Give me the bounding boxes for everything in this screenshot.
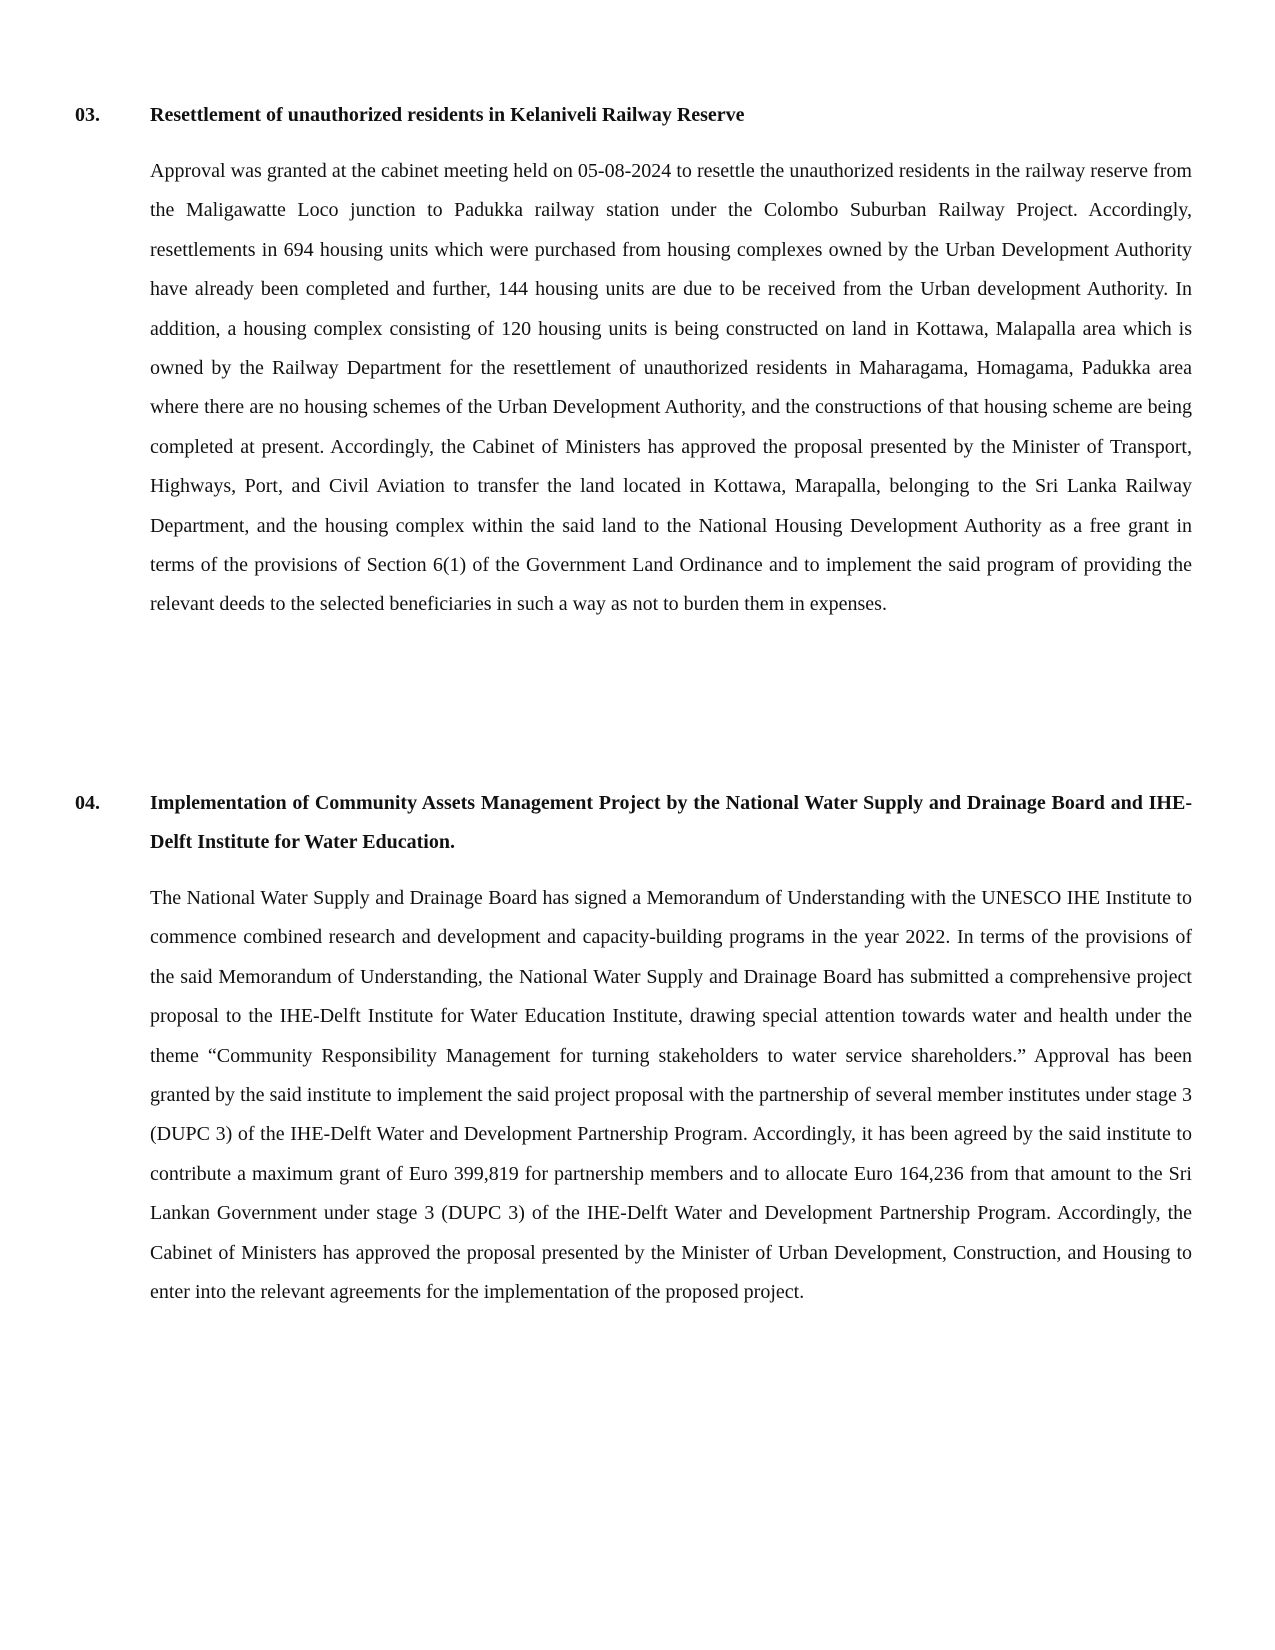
- section-body: Approval was granted at the cabinet meeting held on 05-08-2024 to resettle the unauthorized residents in the railway reserve from the Maligawatte Loco junction to Padukka railway station under the Colombo Suburban Railway Project. Accordingly, resettlements in 694 housing units which were purchased from housing complexes owned by the Urban Development Authority have already been completed and further, 144 housing units are due to be received from the Urban development Authority. In addition, a housing complex consisting of 120 housing units is being constructed on land in Kottawa, Malapalla area which is owned by the Railway Department for the resettlement of unauthorized residents in Maharagama, Homagama, Padukka area where there are no housing schemes of the Urban Development Authority, and the constructions of that housing scheme are being completed at present. Accordingly, the Cabinet of Ministers has approved the proposal presented by the Minister of Transport, Highways, Port, and Civil Aviation to transfer the land located in Kottawa, Marapalla, belonging to the Sri Lanka Railway Department, and the housing complex within the said land to the National Housing Development Authority as a free grant in terms of the provisions of Section 6(1) of the Government Land Ordinance and to implement the said program of providing the relevant deeds to the selected beneficiaries in such a way as not to burden them in expenses.: [150, 160, 1192, 616]
- section-number: 04.: [75, 792, 100, 814]
- section-body: The National Water Supply and Drainage Board has signed a Memorandum of Understanding with the UNESCO IHE Institute to commence combined research and development and capacity-building programs in the year 2022. In terms of the provisions of the said Memorandum of Understanding, the National Water Supply and Drainage Board has submitted a comprehensive project proposal to the IHE-Delft Institute for Water Education Institute, drawing special attention towards water and health under the theme “Community Responsibility Management for turning stakeholders to water service shareholders.” Approval has been granted by the said institute to implement the said project proposal with the partnership of several member institutes under stage 3 (DUPC 3) of the IHE-Delft Water and Development Partnership Program. Accordingly, it has been agreed by the said institute to contribute a maximum grant of Euro 399,819 for partnership members and to allocate Euro 164,236 from that amount to the Sri Lankan Government under stage 3 (DUPC 3) of the IHE-Delft Water and Development Partnership Program. Accordingly, the Cabinet of Ministers has approved the proposal presented by the Minister of Urban Development, Construction, and Housing to enter into the relevant agreements for the implementation of the proposed project.: [150, 887, 1192, 1304]
- section-number: 03.: [75, 104, 100, 126]
- section-header: [0, 784, 1275, 862]
- section-header: [0, 96, 1275, 135]
- section-title: Resettlement of unauthorized residents in Kelaniveli Railway Reserve: [150, 104, 745, 126]
- section-04: [0, 784, 1275, 1312]
- section-title: Implementation of Community Assets Management Project by the National Water Supply and Drainage Board and IHE-Delft Institute for Water Education.: [150, 792, 1192, 853]
- section-03: [0, 96, 1275, 625]
